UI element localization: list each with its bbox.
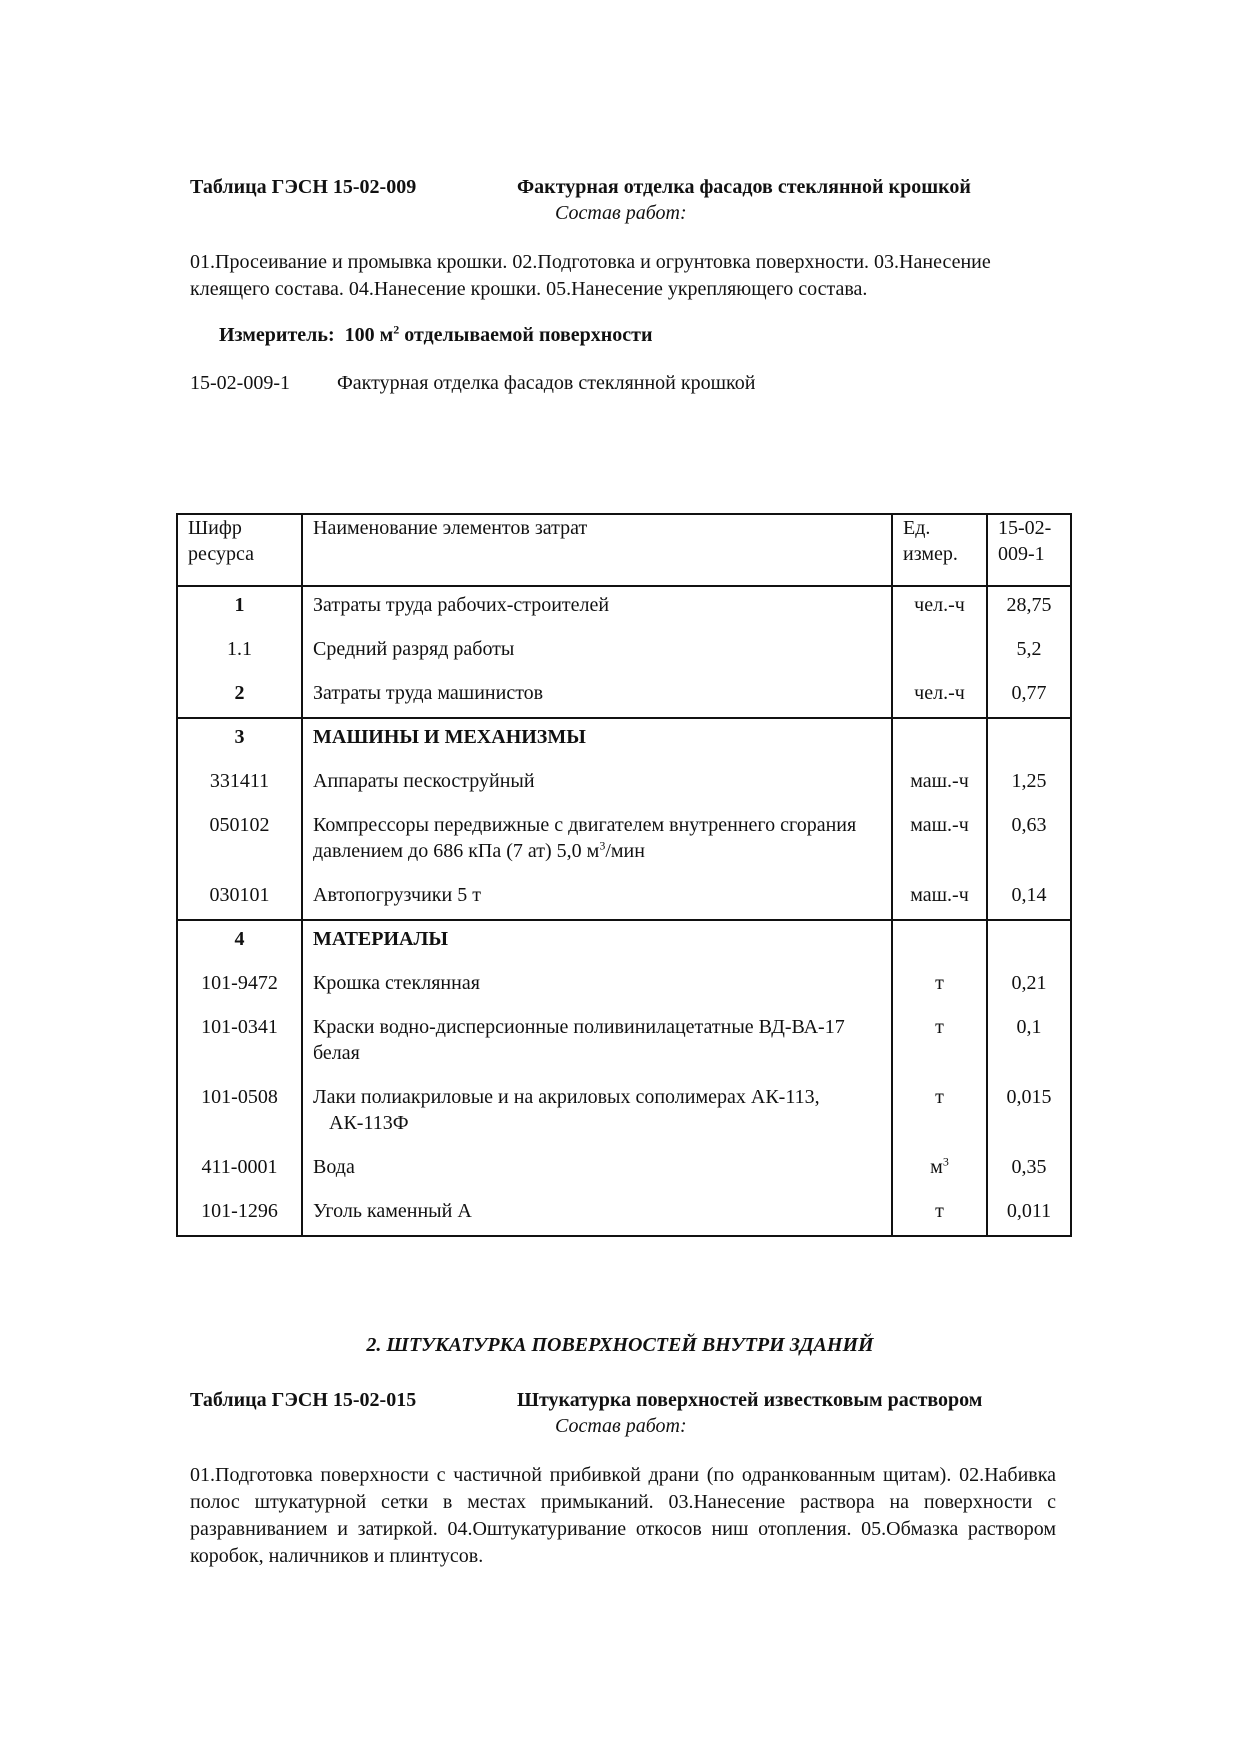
row-code: 1.1	[177, 629, 302, 673]
row-code: 030101	[177, 875, 302, 920]
composition2-text: 01.Подготовка поверхности с частичной прибивкой драни (по одранкованным щитам). 02.Набивка полос штукатурной сетки в местах примыканий. 03.Нанесение раствора на поверхности с разравниванием и затиркой. 04.Оштукатуривание откосов ниш отопления. 05.Обмазка раствором коробок, наличников и плинтусов.	[190, 1464, 1056, 1567]
measure-line	[219, 324, 653, 347]
table-row	[177, 875, 1071, 920]
table-row	[177, 805, 1071, 875]
row-unit: маш.-ч	[892, 761, 987, 805]
table-row	[177, 673, 1071, 718]
row-unit: т	[892, 963, 987, 1007]
row-value: 0,77	[987, 673, 1071, 718]
row-name: Уголь каменный А	[302, 1191, 892, 1236]
row-name: МАТЕРИАЛЫ	[302, 920, 892, 963]
resource-table	[176, 513, 1072, 1237]
row-unit: чел.-ч	[892, 586, 987, 629]
row-value: 0,63	[987, 805, 1071, 875]
row-unit-sup: 3	[942, 1154, 949, 1169]
row-name: МАШИНЫ И МЕХАНИЗМЫ	[302, 718, 892, 761]
section-heading: 2. ШТУКАТУРКА ПОВЕРХНОСТЕЙ ВНУТРИ ЗДАНИЙ	[366, 1334, 874, 1356]
header-value: 15-02-009-1	[987, 514, 1071, 586]
composition-text: 01.Просеивание и промывка крошки. 02.Подготовка и огрунтовка поверхности. 03.Нанесение клеящего состава. 04.Нанесение крошки. 05.Нанесение укрепляющего состава.	[190, 251, 991, 300]
table-row	[177, 1147, 1071, 1191]
norm-code: 15-02-009-1	[190, 372, 290, 394]
row-value	[987, 920, 1071, 963]
row-name	[302, 1077, 892, 1147]
measure-rest: отделываемой поверхности	[399, 324, 653, 346]
row-unit	[892, 1147, 987, 1191]
row-code: 4	[177, 920, 302, 963]
row-unit: маш.-ч	[892, 875, 987, 920]
row-name: Затраты труда рабочих-строителей	[302, 586, 892, 629]
row-name: Средний разряд работы	[302, 629, 892, 673]
row-name: Краски водно-дисперсионные поливинилацетатные ВД-ВА-17 белая	[302, 1007, 892, 1077]
row-name-text: Лаки полиакриловые и на акриловых сополимерах АК-113, АК-113Ф	[313, 1086, 820, 1134]
table-row	[177, 586, 1071, 629]
table2-label: Таблица ГЭСН 15-02-015	[190, 1389, 417, 1411]
row-code: 411-0001	[177, 1147, 302, 1191]
row-value: 5,2	[987, 629, 1071, 673]
row-unit	[892, 920, 987, 963]
row-value: 28,75	[987, 586, 1071, 629]
table-label: Таблица ГЭСН 15-02-009	[190, 176, 417, 198]
norm-name: Фактурная отделка фасадов стеклянной крошкой	[337, 372, 756, 394]
table-row	[177, 761, 1071, 805]
row-code: 101-0341	[177, 1007, 302, 1077]
row-value: 1,25	[987, 761, 1071, 805]
composition-label: Состав работ:	[555, 202, 687, 224]
row-code: 101-9472	[177, 963, 302, 1007]
row-code: 101-0508	[177, 1077, 302, 1147]
composition2-label: Состав работ:	[555, 1415, 687, 1437]
table-row	[177, 629, 1071, 673]
measure-sup: 2	[393, 322, 400, 337]
row-code: 331411	[177, 761, 302, 805]
row-code: 1	[177, 586, 302, 629]
row-code: 101-1296	[177, 1191, 302, 1236]
row-unit-text: м	[930, 1156, 943, 1178]
header-name: Наименование элементов затрат	[302, 514, 892, 586]
table-row	[177, 920, 1071, 963]
row-value: 0,14	[987, 875, 1071, 920]
row-unit: т	[892, 1007, 987, 1077]
row-value: 0,1	[987, 1007, 1071, 1077]
row-name: Аппараты пескоструйный	[302, 761, 892, 805]
row-name: Автопогрузчики 5 т	[302, 875, 892, 920]
row-value: 0,011	[987, 1191, 1071, 1236]
row-code: 2	[177, 673, 302, 718]
row-name: Затраты труда машинистов	[302, 673, 892, 718]
table-title: Фактурная отделка фасадов стеклянной крошкой	[517, 176, 971, 198]
row-value: 0,35	[987, 1147, 1071, 1191]
row-name	[302, 805, 892, 875]
header-unit: Ед. измер.	[892, 514, 987, 586]
table-row	[177, 1007, 1071, 1077]
row-unit: маш.-ч	[892, 805, 987, 875]
row-value: 0,015	[987, 1077, 1071, 1147]
row-name-tail: /мин	[605, 840, 645, 862]
row-unit	[892, 718, 987, 761]
row-value	[987, 718, 1071, 761]
table-row	[177, 1191, 1071, 1236]
row-unit	[892, 629, 987, 673]
table-row	[177, 1077, 1071, 1147]
table2-title: Штукатурка поверхностей известковым раствором	[517, 1389, 983, 1411]
table-row	[177, 963, 1071, 1007]
row-value: 0,21	[987, 963, 1071, 1007]
table-header-row	[177, 514, 1071, 586]
row-unit: чел.-ч	[892, 673, 987, 718]
row-name: Крошка стеклянная	[302, 963, 892, 1007]
measure-value: 100 м	[344, 324, 394, 346]
row-code: 3	[177, 718, 302, 761]
header-code: Шифр ресурса	[177, 514, 302, 586]
row-unit: т	[892, 1191, 987, 1236]
row-code: 050102	[177, 805, 302, 875]
table-row	[177, 718, 1071, 761]
measure-label: Измеритель:	[219, 324, 335, 346]
row-name-main: Компрессоры передвижные с двигателем внутреннего сгорания давлением до 686 кПа (7 ат) 5,0 м	[313, 814, 857, 862]
row-name-sup: 3	[599, 838, 606, 853]
row-name: Вода	[302, 1147, 892, 1191]
row-unit: т	[892, 1077, 987, 1147]
